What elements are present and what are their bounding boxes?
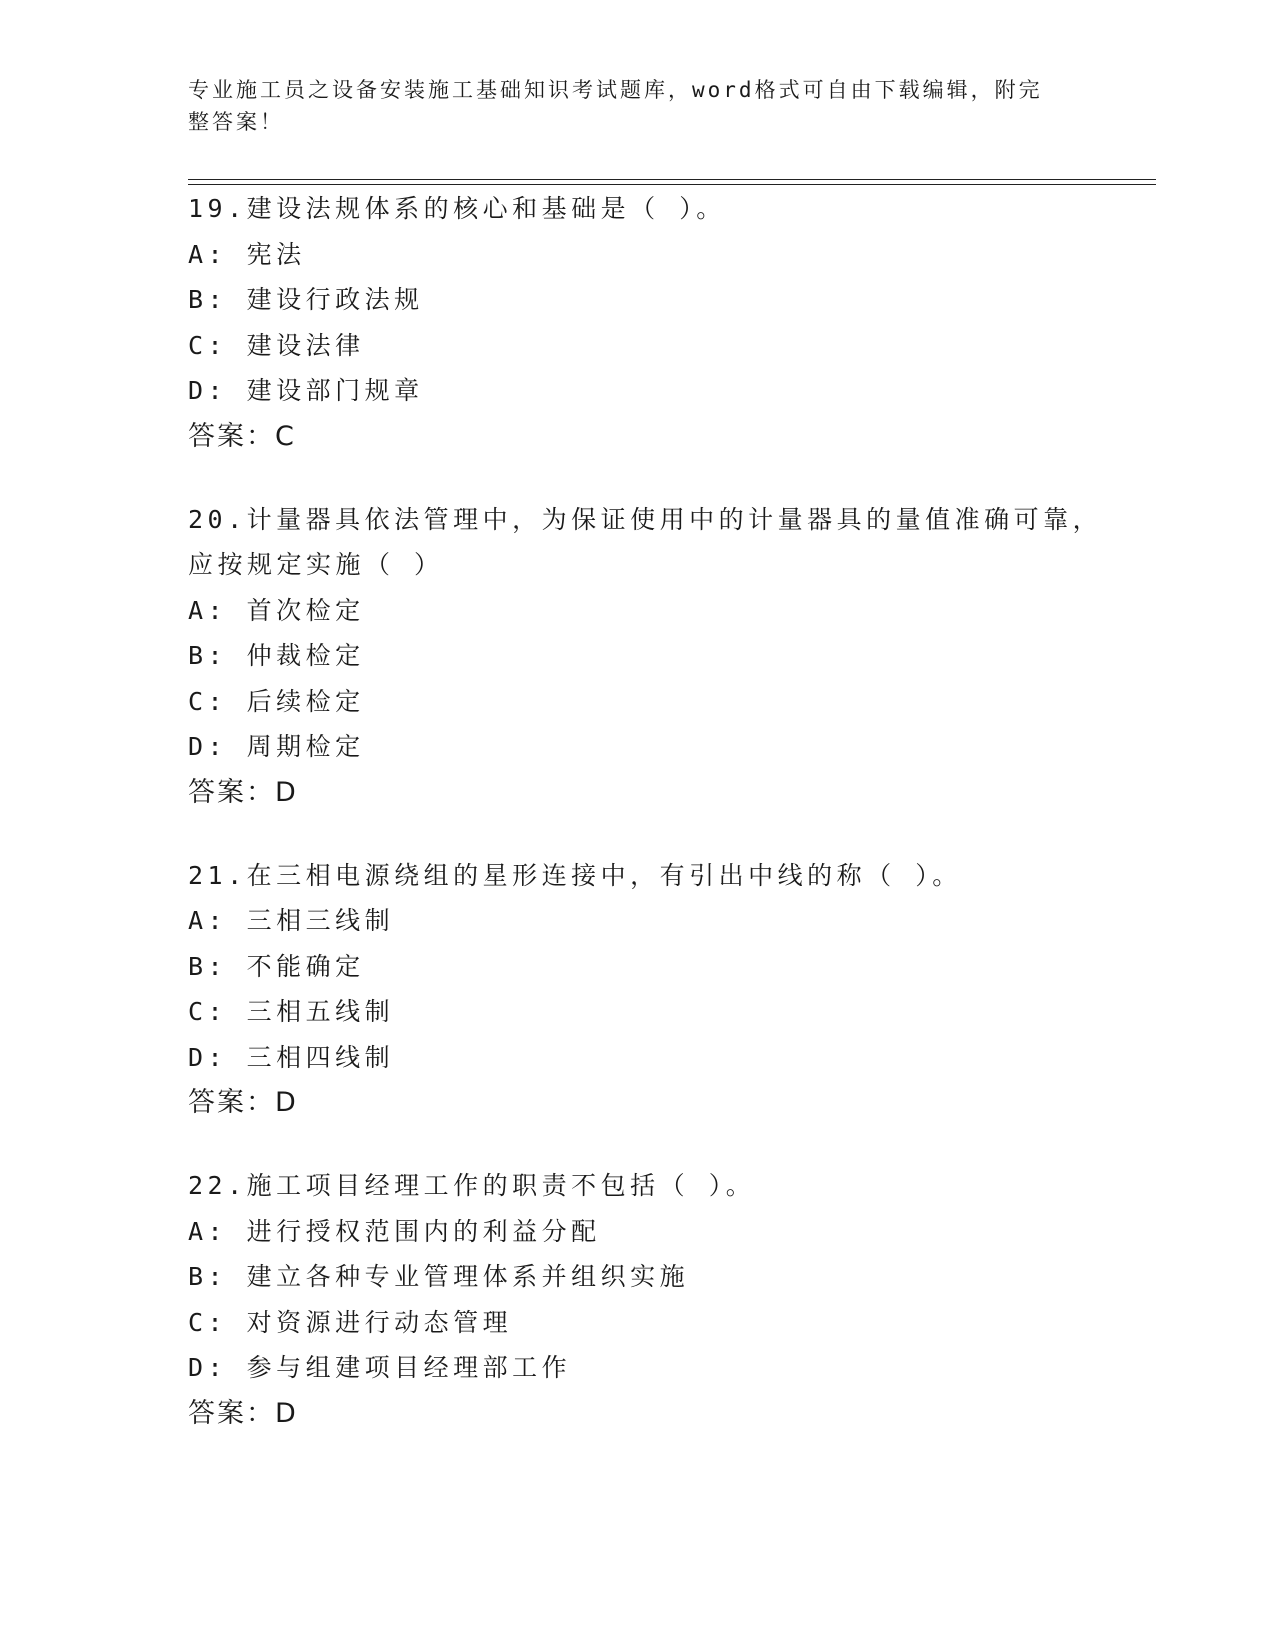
header-line-2: 整答案！ [188,110,284,134]
option-a: A: 首次检定 [188,595,365,625]
question-21 [188,853,1148,1127]
option-d: D: 三相四线制 [188,1042,395,1072]
option-d: D: 建设部门规章 [188,376,424,405]
question-stem: 19.建设法规体系的核心和基础是（ ）。 [188,194,726,223]
option-b: B: 不能确定 [188,951,365,981]
option-b: B: 建设行政法规 [188,285,424,314]
answer: 答案：D [188,1087,298,1118]
question-stem: 21.在三相电源绕组的星形连接中，有引出中线的称（ ）。 [188,860,962,890]
document-header [188,74,1068,138]
option-c: C: 三相五线制 [188,997,395,1026]
option-a: A: 三相三线制 [188,906,395,935]
option-c: C: 建设法律 [188,330,365,360]
question-19 [188,186,1148,460]
header-divider-top [188,179,1156,180]
option-a: A: 进行授权范围内的利益分配 [188,1216,601,1246]
header-line-1: 专业施工员之设备安装施工基础知识考试题库，word格式可自由下载编辑，附完 [188,78,1043,102]
option-c: C: 后续检定 [188,686,365,716]
answer: 答案：C [188,420,296,452]
header-divider-bottom [188,184,1156,185]
question-list [188,186,1148,1474]
question-22 [188,1163,1148,1437]
option-d: D: 参与组建项目经理部工作 [188,1353,572,1382]
answer: 答案：D [188,776,298,808]
question-20 [188,497,1148,816]
question-stem: 20.计量器具依法管理中，为保证使用中的计量器具的量值准确可靠， [188,504,1103,534]
question-stem-continued: 应按规定实施（ ） [188,550,444,579]
option-c: C: 对资源进行动态管理 [188,1307,513,1337]
option-b: B: 建立各种专业管理体系并组织实施 [188,1262,690,1291]
option-d: D: 周期检定 [188,732,365,761]
answer: 答案：D [188,1397,298,1429]
option-a: A: 宪法 [188,239,306,269]
option-b: B: 仲裁检定 [188,641,365,670]
question-stem: 22.施工项目经理工作的职责不包括（ ）。 [188,1171,756,1200]
